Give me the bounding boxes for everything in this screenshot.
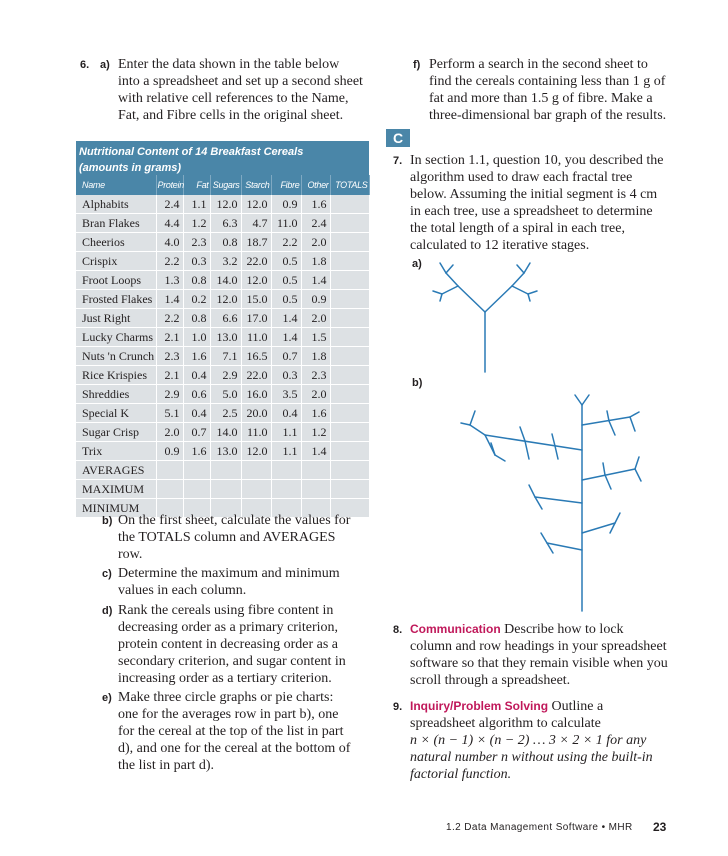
- table-row: [76, 290, 369, 309]
- q6c-text: Determine the maximum and minimum values in each column.: [118, 566, 340, 598]
- value-cell: 1.6: [183, 442, 210, 461]
- value-cell: 1.2: [301, 423, 330, 442]
- value-cell: 2.3: [301, 366, 330, 385]
- table-title-line2: (amounts in grams): [79, 162, 182, 174]
- value-cell: 7.1: [210, 347, 241, 366]
- q6a-text: Enter the data shown in the table below into a spreadsheet and set up a second sheet with relative cell references to the Name, Fat, and Fibre cells in the original sheet.: [118, 57, 363, 123]
- page-number: 23: [653, 820, 667, 834]
- value-cell: [301, 461, 330, 480]
- q6e-item: [102, 689, 354, 774]
- table-row: [76, 404, 369, 423]
- value-cell: [156, 461, 183, 480]
- value-cell: [330, 214, 369, 233]
- value-cell: [330, 252, 369, 271]
- value-cell: 11.0: [241, 423, 271, 442]
- table-body: [76, 195, 369, 517]
- value-cell: 5.1: [156, 404, 183, 423]
- q6a-label: a): [100, 59, 110, 71]
- value-cell: 0.3: [183, 252, 210, 271]
- value-cell: 0.7: [271, 347, 301, 366]
- q6a-item: [102, 56, 364, 124]
- value-cell: [330, 461, 369, 480]
- table-row: [76, 233, 369, 252]
- table-row: [76, 328, 369, 347]
- q9-formula: n × (n − 1) × (n − 2) … 3 × 2 × 1 for any natural number n without using the built-in factorial function.: [410, 733, 653, 782]
- q7-label-b: b): [412, 377, 423, 389]
- value-cell: [330, 233, 369, 252]
- value-cell: 20.0: [241, 404, 271, 423]
- row-label-cell: AVERAGES: [76, 461, 156, 480]
- value-cell: [156, 480, 183, 499]
- value-cell: [271, 480, 301, 499]
- value-cell: 12.0: [241, 195, 271, 214]
- q6b-label: b): [102, 515, 113, 527]
- q9-number: 9.: [393, 701, 403, 713]
- value-cell: 0.2: [183, 290, 210, 309]
- value-cell: [183, 461, 210, 480]
- row-label-cell: Alphabits: [76, 195, 156, 214]
- value-cell: 1.8: [301, 347, 330, 366]
- value-cell: [241, 461, 271, 480]
- row-label-cell: Crispix: [76, 252, 156, 271]
- value-cell: 14.0: [210, 423, 241, 442]
- q6f-text: Perform a search in the second sheet to find the cereals containing less than 1 g of fat and more than 1.5 g of fibre. Make a three-dimensional bar graph of the results.: [429, 57, 667, 123]
- col-header: Name: [76, 175, 156, 195]
- table-title: [76, 141, 369, 175]
- value-cell: [210, 480, 241, 499]
- row-label-cell: MAXIMUM: [76, 480, 156, 499]
- value-cell: 2.1: [156, 328, 183, 347]
- row-label-cell: Bran Flakes: [76, 214, 156, 233]
- table-row: [76, 347, 369, 366]
- col-header: Protein: [156, 175, 183, 195]
- value-cell: 2.9: [156, 385, 183, 404]
- value-cell: 1.4: [301, 442, 330, 461]
- value-cell: 22.0: [241, 366, 271, 385]
- value-cell: 1.5: [301, 328, 330, 347]
- footer-text: 1.2 Data Management Software • MHR: [446, 822, 633, 833]
- value-cell: 3.2: [210, 252, 241, 271]
- value-cell: [210, 461, 241, 480]
- table-header-row: [76, 175, 369, 195]
- value-cell: 2.3: [156, 347, 183, 366]
- table-row: [76, 214, 369, 233]
- value-cell: 1.0: [183, 328, 210, 347]
- value-cell: 2.0: [156, 423, 183, 442]
- value-cell: 0.9: [271, 195, 301, 214]
- value-cell: 17.0: [241, 309, 271, 328]
- q8-text-block: [410, 621, 668, 689]
- row-label-cell: Froot Loops: [76, 271, 156, 290]
- col-header: Sugars: [210, 175, 241, 195]
- value-cell: 1.6: [183, 347, 210, 366]
- table-row: [76, 480, 369, 499]
- value-cell: 0.8: [210, 233, 241, 252]
- value-cell: 5.0: [210, 385, 241, 404]
- q8-item: [393, 621, 668, 689]
- value-cell: 1.1: [271, 423, 301, 442]
- col-header: Starch: [241, 175, 271, 195]
- q7-number: 7.: [393, 155, 403, 167]
- row-label-cell: Cheerios: [76, 233, 156, 252]
- value-cell: [330, 271, 369, 290]
- q6d-item: [102, 602, 354, 687]
- value-cell: 14.0: [210, 271, 241, 290]
- value-cell: [183, 480, 210, 499]
- value-cell: 0.9: [301, 290, 330, 309]
- value-cell: 1.8: [301, 252, 330, 271]
- q8-text: Describe how to lock column and row headings in your spreadsheet software so that they remain visible when you scroll through a spreadsheet.: [410, 622, 668, 688]
- q8-keyword: Communication: [410, 622, 501, 636]
- q6c-label: c): [102, 568, 112, 580]
- q6c-item: [102, 565, 352, 599]
- value-cell: [330, 423, 369, 442]
- row-label-cell: Rice Krispies: [76, 366, 156, 385]
- value-cell: 2.4: [301, 214, 330, 233]
- value-cell: 22.0: [241, 252, 271, 271]
- value-cell: 15.0: [241, 290, 271, 309]
- q7-text: In section 1.1, question 10, you described the algorithm used to draw each fractal tree below. Assuming the initial segment is 4 cm in each tree, use a spreadsheet to determine the total length of a spiral in each tree, calculated to 12 iterative stages.: [410, 153, 664, 253]
- table-row: [76, 385, 369, 404]
- value-cell: 0.9: [156, 442, 183, 461]
- value-cell: 2.0: [301, 385, 330, 404]
- row-label-cell: Lucky Charms: [76, 328, 156, 347]
- q9-item: [393, 698, 663, 783]
- row-label-cell: Frosted Flakes: [76, 290, 156, 309]
- q6b-item: [102, 512, 352, 563]
- value-cell: 2.9: [210, 366, 241, 385]
- value-cell: [330, 195, 369, 214]
- col-header: Other: [301, 175, 330, 195]
- value-cell: 18.7: [241, 233, 271, 252]
- value-cell: [330, 442, 369, 461]
- value-cell: [330, 309, 369, 328]
- value-cell: 2.3: [183, 233, 210, 252]
- q6b-text: On the first sheet, calculate the values for the TOTALS column and AVERAGES row.: [118, 513, 351, 562]
- value-cell: [330, 480, 369, 499]
- q6d-text: Rank the cereals using fibre content in decreasing order as a primary criterion, protein content in decreasing order as a secondary criterion, and sugar content in increasing order as a tertiary criterion.: [118, 603, 346, 686]
- row-label-cell: Nuts 'n Crunch: [76, 347, 156, 366]
- value-cell: 11.0: [271, 214, 301, 233]
- q6e-text: Make three circle graphs or pie charts: one for the averages row in part b), one for the cereal at the top of the list in part d), and one for the cereal at the bottom of the list in part d).: [118, 690, 351, 773]
- col-header: Fibre: [271, 175, 301, 195]
- value-cell: 0.4: [271, 404, 301, 423]
- table-grid: [76, 175, 370, 517]
- fractal-tree-a: [426, 256, 546, 376]
- value-cell: [241, 480, 271, 499]
- value-cell: 0.8: [183, 309, 210, 328]
- value-cell: 16.0: [241, 385, 271, 404]
- value-cell: 1.6: [301, 404, 330, 423]
- value-cell: 0.8: [183, 271, 210, 290]
- value-cell: [271, 461, 301, 480]
- value-cell: 2.2: [271, 233, 301, 252]
- value-cell: 2.0: [301, 309, 330, 328]
- table-row: [76, 423, 369, 442]
- table-row: [76, 366, 369, 385]
- value-cell: 11.0: [241, 328, 271, 347]
- value-cell: 13.0: [210, 442, 241, 461]
- value-cell: 1.1: [271, 442, 301, 461]
- value-cell: [330, 347, 369, 366]
- table-row: [76, 309, 369, 328]
- value-cell: 1.2: [183, 214, 210, 233]
- value-cell: [330, 385, 369, 404]
- fractal-tree-b: [425, 385, 655, 615]
- table-row: [76, 461, 369, 480]
- q6f-label: f): [413, 59, 421, 71]
- value-cell: 2.2: [156, 309, 183, 328]
- value-cell: 12.0: [241, 442, 271, 461]
- value-cell: 2.1: [156, 366, 183, 385]
- q9-text-1: Outline a spreadsheet algorithm to calculate: [410, 699, 604, 731]
- col-header: Fat: [183, 175, 210, 195]
- table-row: [76, 252, 369, 271]
- value-cell: [330, 404, 369, 423]
- value-cell: 12.0: [210, 195, 241, 214]
- value-cell: 4.7: [241, 214, 271, 233]
- row-label-cell: MINIMUM: [76, 499, 156, 518]
- q9-text-block: [410, 698, 663, 783]
- value-cell: 13.0: [210, 328, 241, 347]
- value-cell: 1.4: [301, 271, 330, 290]
- value-cell: 4.0: [156, 233, 183, 252]
- value-cell: [330, 366, 369, 385]
- q6d-label: d): [102, 605, 113, 617]
- q9-keyword: Inquiry/Problem Solving: [410, 699, 549, 713]
- value-cell: 2.0: [301, 233, 330, 252]
- section-badge: C: [386, 129, 410, 147]
- q7-label-a: a): [412, 258, 422, 270]
- value-cell: 1.3: [156, 271, 183, 290]
- col-header: TOTALS: [330, 175, 369, 195]
- row-label-cell: Shreddies: [76, 385, 156, 404]
- value-cell: 0.7: [183, 423, 210, 442]
- value-cell: 0.4: [183, 366, 210, 385]
- value-cell: 1.4: [156, 290, 183, 309]
- table-title-line1: Nutritional Content of 14 Breakfast Cereals: [79, 146, 304, 158]
- value-cell: 12.0: [241, 271, 271, 290]
- q6e-label: e): [102, 692, 112, 704]
- q8-number: 8.: [393, 624, 403, 636]
- value-cell: 1.6: [301, 195, 330, 214]
- value-cell: 2.2: [156, 252, 183, 271]
- value-cell: 1.4: [271, 328, 301, 347]
- value-cell: 4.4: [156, 214, 183, 233]
- row-label-cell: Special K: [76, 404, 156, 423]
- value-cell: 1.4: [271, 309, 301, 328]
- value-cell: 3.5: [271, 385, 301, 404]
- table-row: [76, 442, 369, 461]
- q7-item: [393, 152, 665, 254]
- value-cell: 0.5: [271, 290, 301, 309]
- value-cell: 0.6: [183, 385, 210, 404]
- value-cell: 2.4: [156, 195, 183, 214]
- value-cell: 1.1: [183, 195, 210, 214]
- row-label-cell: Just Right: [76, 309, 156, 328]
- value-cell: 0.4: [183, 404, 210, 423]
- value-cell: 6.3: [210, 214, 241, 233]
- value-cell: 16.5: [241, 347, 271, 366]
- table-row: [76, 271, 369, 290]
- value-cell: [301, 480, 330, 499]
- value-cell: 0.5: [271, 252, 301, 271]
- table-row: [76, 195, 369, 214]
- value-cell: [330, 290, 369, 309]
- nutrition-table: [76, 141, 369, 517]
- value-cell: 12.0: [210, 290, 241, 309]
- value-cell: 0.3: [271, 366, 301, 385]
- value-cell: 0.5: [271, 271, 301, 290]
- row-label-cell: Trix: [76, 442, 156, 461]
- value-cell: [330, 328, 369, 347]
- value-cell: 2.5: [210, 404, 241, 423]
- row-label-cell: Sugar Crisp: [76, 423, 156, 442]
- value-cell: 6.6: [210, 309, 241, 328]
- q6f-item: [413, 56, 673, 124]
